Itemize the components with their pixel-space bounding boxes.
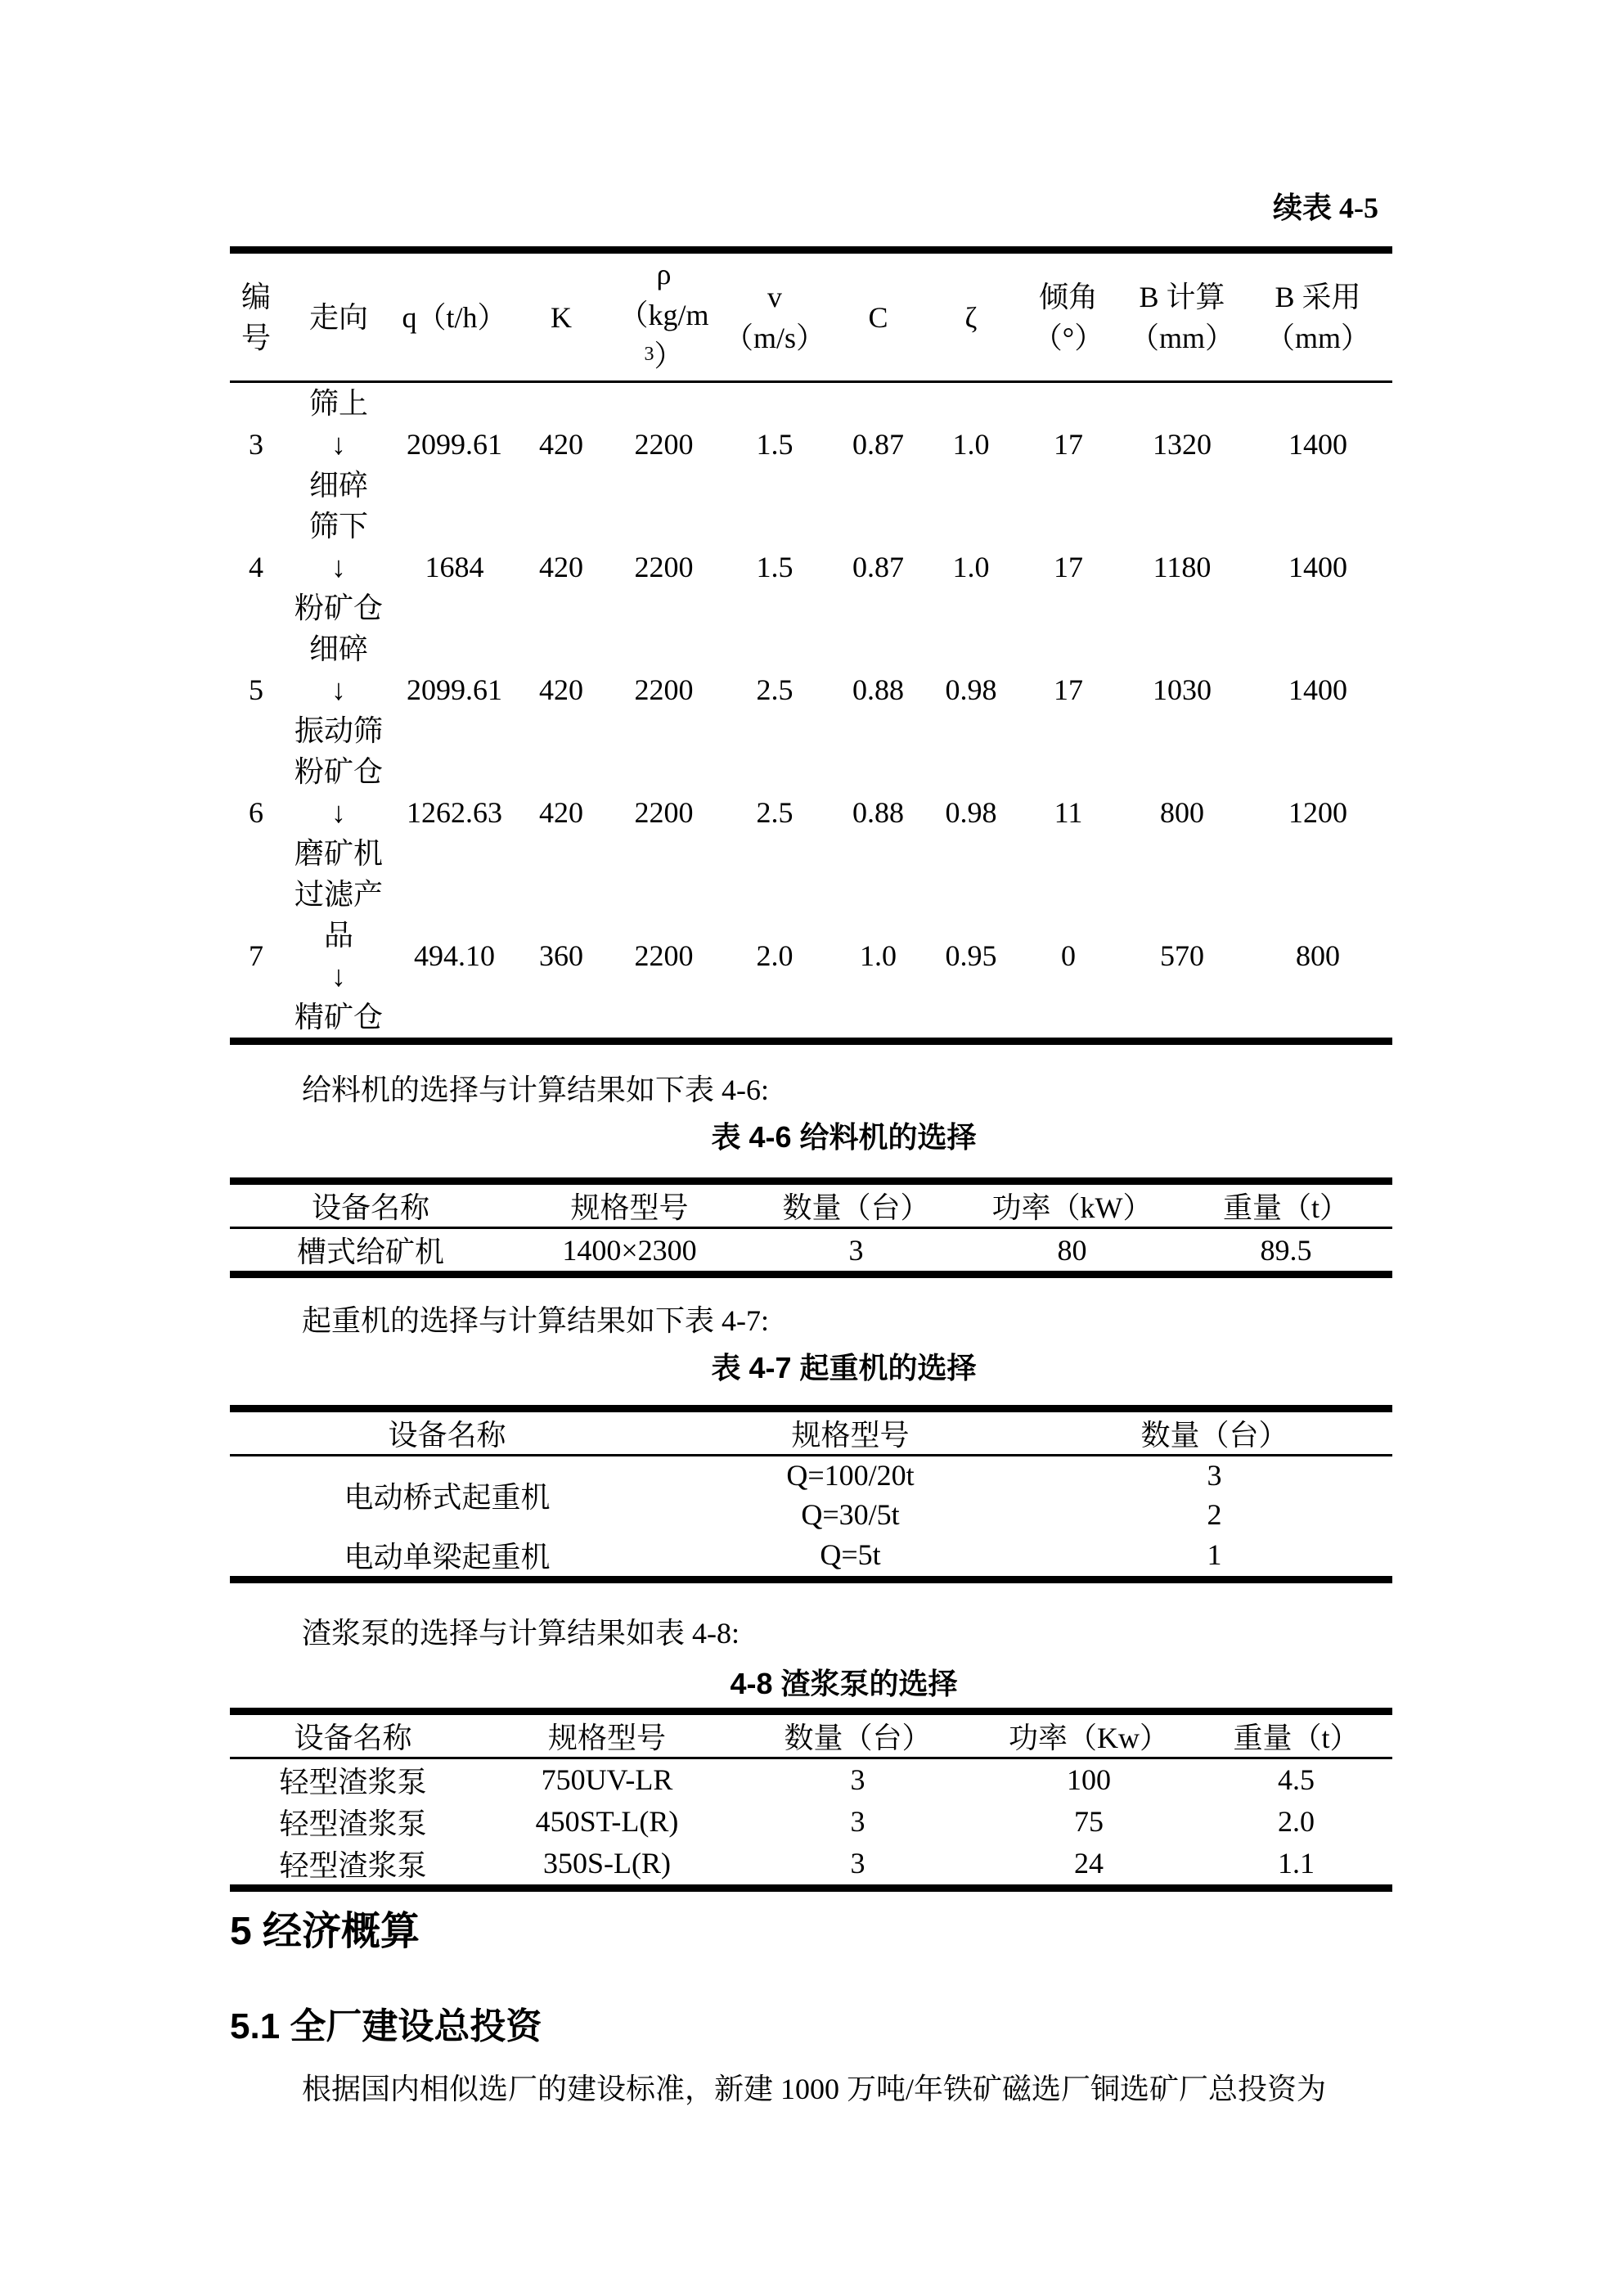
col-header-equipment-name: 设备名称	[230, 1711, 476, 1758]
v-symbol: v	[767, 280, 782, 313]
cell-power: 100	[1067, 1763, 1111, 1796]
cell-c: 0.87	[852, 551, 904, 583]
cell-b-used: 1400	[1288, 428, 1347, 461]
b-calc-label: B 计算	[1139, 280, 1225, 313]
table-row	[230, 1534, 1392, 1580]
cell-rho: 2200	[634, 428, 694, 461]
v-unit: （m/s）	[723, 321, 825, 354]
cell-spec-model: 350S-L(R)	[543, 1847, 671, 1880]
crane-table	[230, 1405, 1392, 1583]
cell-direction	[282, 506, 395, 628]
rho-unit-close: 3）	[644, 340, 684, 372]
cell-rho: 2200	[634, 796, 694, 829]
table-4-7-caption: 表 4-7 起重机的选择	[711, 1351, 977, 1384]
col-header-weight: 重量（t）	[1180, 1182, 1392, 1228]
cell-rho: 2200	[634, 673, 694, 706]
cell-zeta: 1.0	[952, 551, 990, 583]
route-to: 粉矿仓	[294, 592, 383, 624]
col-header-spec-model: 规格型号	[476, 1711, 738, 1758]
cell-k: 420	[539, 551, 583, 583]
col-header-angle	[1016, 250, 1121, 382]
route-from: 粉矿仓	[294, 755, 383, 788]
cell-v: 2.5	[756, 796, 794, 829]
cell-b-calc: 1030	[1153, 673, 1212, 706]
cell-angle: 0	[1061, 939, 1076, 972]
route-to: 细碎	[308, 469, 368, 502]
col-header-v	[719, 250, 830, 382]
cell-zeta: 0.98	[945, 796, 997, 829]
col-header-number: 编号	[230, 250, 282, 382]
feeder-table	[230, 1177, 1392, 1278]
cell-v: 2.5	[756, 673, 794, 706]
col-header-b-calc	[1121, 250, 1243, 382]
cell-q: 1684	[425, 551, 484, 583]
cell-c: 0.88	[852, 796, 904, 829]
cell-rho: 2200	[634, 551, 694, 583]
cell-q: 494.10	[414, 939, 495, 972]
cell-c: 0.87	[852, 428, 904, 461]
table-header-row	[230, 250, 1392, 382]
table-row	[230, 1758, 1392, 1801]
route-to: 精矿仓	[294, 1001, 383, 1033]
cell-equipment-name: 轻型渣浆泵	[279, 1765, 427, 1799]
cell-spec-model: 750UV-LR	[541, 1763, 673, 1796]
col-header-equipment-name: 设备名称	[230, 1409, 664, 1456]
cell-c: 0.88	[852, 673, 904, 706]
cell-spec-model: Q=30/5t	[801, 1497, 900, 1531]
table-header-row	[230, 1182, 1392, 1228]
feeder-intro-paragraph: 给料机的选择与计算结果如下表 4-6:	[302, 1074, 769, 1106]
table-row	[230, 1456, 1392, 1495]
b-calc-unit: （mm）	[1129, 321, 1234, 354]
cell-number: 3	[249, 428, 263, 461]
cell-angle: 17	[1054, 428, 1083, 461]
rho-symbol: ρ	[656, 258, 672, 290]
cell-b-used: 1400	[1288, 551, 1347, 583]
angle-unit: （°）	[1032, 321, 1104, 354]
col-header-equipment-name: 设备名称	[230, 1182, 511, 1228]
pump-table	[230, 1708, 1392, 1892]
cell-direction	[282, 382, 395, 506]
table-row	[230, 1843, 1392, 1889]
down-arrow-icon: ↓	[331, 551, 346, 583]
table-4-8-caption: 4-8 渣浆泵的选择	[730, 1666, 958, 1700]
cell-quantity: 2	[1207, 1497, 1222, 1531]
table-continuation-label: 续表 4-5	[1273, 191, 1378, 224]
cell-weight: 89.5	[1260, 1233, 1312, 1267]
crane-intro-paragraph: 起重机的选择与计算结果如下表 4-7:	[302, 1304, 769, 1337]
cell-k: 420	[539, 673, 583, 706]
table-row	[230, 1228, 1392, 1275]
col-header-quantity: 数量（台）	[748, 1182, 964, 1228]
cell-v: 2.0	[756, 939, 794, 972]
cell-power: 75	[1074, 1805, 1104, 1838]
cell-b-calc: 1320	[1153, 428, 1212, 461]
col-header-zeta: ζ	[926, 250, 1016, 382]
cell-b-calc: 800	[1160, 796, 1204, 829]
col-header-rho	[609, 250, 719, 382]
route-from: 过滤产品	[294, 878, 383, 952]
cell-direction	[282, 751, 395, 874]
cell-direction	[282, 628, 395, 751]
cell-power: 24	[1074, 1847, 1104, 1880]
cell-q: 2099.61	[407, 673, 502, 706]
cell-equipment-name: 槽式给矿机	[296, 1236, 444, 1268]
rho-unit-open: （kg/m	[618, 299, 709, 331]
col-header-c: C	[830, 250, 926, 382]
section-heading: 5.1 全厂建设总投资	[230, 2006, 542, 2046]
cell-q: 1262.63	[407, 796, 502, 829]
table-header-row	[230, 1711, 1392, 1758]
cell-quantity: 3	[850, 1805, 865, 1838]
cell-b-calc: 570	[1160, 939, 1204, 972]
cell-equipment-name: 轻型渣浆泵	[279, 1807, 427, 1840]
cell-equipment-name: 电动单梁起重机	[344, 1540, 551, 1573]
cell-angle: 11	[1054, 796, 1083, 829]
cell-v: 1.5	[756, 428, 794, 461]
cell-quantity: 1	[1207, 1538, 1222, 1571]
col-header-b-used	[1243, 250, 1392, 382]
cell-number: 7	[249, 939, 263, 972]
cell-q: 2099.61	[407, 428, 502, 461]
col-header-k: K	[514, 250, 609, 382]
pump-intro-paragraph: 渣浆泵的选择与计算结果如表 4-8:	[302, 1616, 740, 1650]
cell-k: 420	[539, 796, 583, 829]
cell-c: 1.0	[860, 939, 897, 972]
table-4-6-caption: 表 4-6 给料机的选择	[711, 1120, 977, 1154]
cell-number: 5	[249, 673, 263, 706]
cell-number: 4	[249, 551, 263, 583]
route-from: 细碎	[308, 633, 368, 665]
down-arrow-icon: ↓	[331, 428, 346, 461]
cell-quantity: 3	[850, 1763, 865, 1796]
col-header-spec-model: 规格型号	[511, 1182, 748, 1228]
cell-quantity: 3	[850, 1847, 865, 1880]
down-arrow-icon: ↓	[331, 673, 346, 706]
cell-k: 360	[539, 939, 583, 972]
cell-v: 1.5	[756, 551, 794, 583]
table-row	[230, 874, 1392, 1042]
cell-zeta: 0.95	[945, 939, 997, 972]
table-row	[230, 506, 1392, 628]
cell-weight: 1.1	[1278, 1847, 1315, 1880]
belt-conveyor-table	[230, 246, 1392, 1045]
col-header-direction: 走向	[282, 250, 395, 382]
cell-b-used: 1200	[1288, 796, 1347, 829]
col-header-quantity: 数量（台）	[738, 1711, 978, 1758]
route-to: 磨矿机	[294, 837, 383, 870]
route-from: 筛上	[308, 387, 368, 420]
col-header-q: q（t/h）	[395, 250, 514, 382]
col-header-quantity: 数量（台）	[1036, 1409, 1392, 1456]
cell-angle: 17	[1054, 673, 1083, 706]
cell-spec-model: 450ST-L(R)	[535, 1805, 679, 1838]
table-header-row	[230, 1409, 1392, 1456]
cell-angle: 17	[1054, 551, 1083, 583]
cell-spec-model: Q=5t	[820, 1538, 881, 1571]
cell-equipment-name: 电动桥式起重机	[344, 1480, 551, 1514]
cell-rho: 2200	[634, 939, 694, 972]
cell-direction	[282, 874, 395, 1042]
down-arrow-icon: ↓	[331, 796, 346, 829]
table-row	[230, 1801, 1392, 1843]
route-from: 筛下	[308, 510, 368, 542]
cell-b-calc: 1180	[1153, 551, 1212, 583]
cell-power: 80	[1057, 1233, 1087, 1267]
b-used-label: B 采用	[1275, 280, 1361, 313]
chapter-heading: 5 经济概算	[230, 1909, 420, 1953]
cell-spec-model: Q=100/20t	[786, 1459, 915, 1492]
table-row	[230, 751, 1392, 874]
col-header-power: 功率（kW）	[964, 1182, 1180, 1228]
cell-quantity: 3	[848, 1233, 864, 1267]
rho-exponent: 3	[644, 344, 654, 365]
cell-number: 6	[249, 796, 263, 829]
table-row	[230, 382, 1392, 506]
col-header-power: 功率（Kw）	[978, 1711, 1200, 1758]
cell-b-used: 800	[1296, 939, 1340, 972]
cell-zeta: 0.98	[945, 673, 997, 706]
cell-quantity: 3	[1207, 1459, 1222, 1492]
col-header-weight: 重量（t）	[1200, 1711, 1392, 1758]
cell-spec-model: 1400×2300	[562, 1233, 697, 1267]
route-to: 振动筛	[294, 714, 383, 747]
cell-k: 420	[539, 428, 583, 461]
investment-paragraph: 根据国内相似选厂的建设标准，新建 1000 万吨/年铁矿磁选厂铜选矿厂总投资为	[302, 2072, 1327, 2105]
down-arrow-icon: ↓	[331, 960, 346, 993]
cell-weight: 2.0	[1278, 1805, 1315, 1838]
table-row	[230, 628, 1392, 751]
cell-zeta: 1.0	[952, 428, 990, 461]
b-used-unit: （mm）	[1265, 321, 1370, 354]
angle-label: 倾角	[1038, 280, 1098, 313]
cell-b-used: 1400	[1288, 673, 1347, 706]
cell-equipment-name: 轻型渣浆泵	[279, 1848, 427, 1882]
col-header-spec-model: 规格型号	[664, 1409, 1036, 1456]
cell-weight: 4.5	[1278, 1763, 1315, 1796]
